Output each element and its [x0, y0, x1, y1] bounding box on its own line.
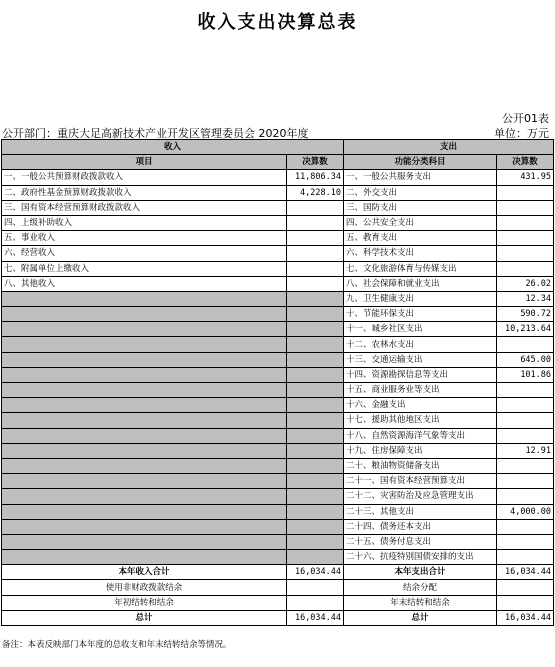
expense-item-label: 二十、粮油物资储备支出 — [344, 458, 497, 473]
expense-item-value — [497, 534, 554, 549]
income-item-value — [287, 322, 344, 337]
income-item-label — [2, 307, 287, 322]
expense-item-value: 12.34 — [497, 291, 554, 306]
income-item-label — [2, 474, 287, 489]
expense-item-label: 九、卫生健康支出 — [344, 291, 497, 306]
table-row — [2, 519, 554, 534]
income-item-value — [287, 519, 344, 534]
income-item-label: 三、国有资本经营预算财政拨款收入 — [2, 200, 287, 215]
expense-item-label: 十、节能环保支出 — [344, 307, 497, 322]
income-item-label — [2, 489, 287, 504]
table-row — [2, 200, 554, 215]
expense-section-header: 支出 — [344, 140, 554, 155]
income-item-value — [287, 307, 344, 322]
expense-amount-column-header: 决算数 — [497, 155, 554, 170]
total-row — [2, 610, 554, 625]
expense-total-label: 本年支出合计 — [344, 565, 497, 580]
income-item-value — [287, 413, 344, 428]
expense-item-value — [497, 428, 554, 443]
expense-item-value — [497, 231, 554, 246]
table-row — [2, 367, 554, 382]
income-item-value: 4,228.10 — [287, 185, 344, 200]
income-item-label — [2, 413, 287, 428]
expense-item-label: 十九、住房保障支出 — [344, 443, 497, 458]
income-item-label — [2, 322, 287, 337]
expense-item-value — [497, 200, 554, 215]
income-item-label — [2, 367, 287, 382]
income-item-value — [287, 291, 344, 306]
table-row — [2, 398, 554, 413]
expense-item-value: 26.02 — [497, 276, 554, 291]
column-header-row — [2, 155, 554, 170]
expense-item-value: 10,213.64 — [497, 322, 554, 337]
income-item-value — [287, 200, 344, 215]
income-item-label — [2, 443, 287, 458]
table-row — [2, 170, 554, 185]
total-row — [2, 595, 554, 610]
expense-item-label: 十八、自然资源海洋气象等支出 — [344, 428, 497, 443]
unit-label: 单位：万元 — [494, 127, 549, 140]
income-item-value — [287, 276, 344, 291]
income-item-label — [2, 337, 287, 352]
expense-item-value: 4,000.00 — [497, 504, 554, 519]
income-item-value — [287, 534, 344, 549]
income-amount-column-header: 决算数 — [287, 155, 344, 170]
table-row — [2, 534, 554, 549]
income-item-label — [2, 428, 287, 443]
total-row — [2, 580, 554, 595]
expense-total-value — [497, 595, 554, 610]
income-total-label: 使用非财政拨款结余 — [2, 580, 287, 595]
expense-item-label: 十三、交通运输支出 — [344, 352, 497, 367]
expense-item-label: 二十四、债务还本支出 — [344, 519, 497, 534]
expense-item-label: 四、公共安全支出 — [344, 215, 497, 230]
expense-item-value — [497, 185, 554, 200]
income-total-label: 总计 — [2, 610, 287, 625]
expense-item-label: 十五、商业服务业等支出 — [344, 383, 497, 398]
expense-item-value — [497, 215, 554, 230]
income-item-value — [287, 367, 344, 382]
table-row — [2, 261, 554, 276]
income-item-label — [2, 550, 287, 565]
income-item-label: 四、上级补助收入 — [2, 215, 287, 230]
table-row — [2, 489, 554, 504]
expense-item-value — [497, 550, 554, 565]
income-item-label — [2, 458, 287, 473]
income-item-value — [287, 261, 344, 276]
table-row — [2, 352, 554, 367]
expense-item-value: 101.86 — [497, 367, 554, 382]
budget-table — [1, 139, 554, 626]
expense-total-value — [497, 580, 554, 595]
income-item-label: 五、事业收入 — [2, 231, 287, 246]
expense-item-label: 十一、城乡社区支出 — [344, 322, 497, 337]
expense-item-label: 十六、金融支出 — [344, 398, 497, 413]
total-row — [2, 565, 554, 580]
expense-total-label: 结余分配 — [344, 580, 497, 595]
income-item-value — [287, 474, 344, 489]
expense-item-label: 十二、农林水支出 — [344, 337, 497, 352]
section-header-row — [2, 140, 554, 155]
table-row — [2, 246, 554, 261]
income-item-label — [2, 534, 287, 549]
expense-item-value: 645.00 — [497, 352, 554, 367]
expense-item-label: 十七、援助其他地区支出 — [344, 413, 497, 428]
expense-item-label: 十四、资源勘探信息等支出 — [344, 367, 497, 382]
expense-item-label: 二、外交支出 — [344, 185, 497, 200]
table-row — [2, 276, 554, 291]
income-item-value — [287, 215, 344, 230]
expense-item-value — [497, 413, 554, 428]
income-item-value — [287, 504, 344, 519]
table-row — [2, 231, 554, 246]
form-number: 公开01表 — [502, 112, 549, 125]
expense-item-label: 二十三、其他支出 — [344, 504, 497, 519]
table-row — [2, 322, 554, 337]
income-item-label: 一、一般公共预算财政拨款收入 — [2, 170, 287, 185]
income-item-label — [2, 352, 287, 367]
income-item-value — [287, 550, 344, 565]
expense-item-label: 一、一般公共服务支出 — [344, 170, 497, 185]
table-row — [2, 307, 554, 322]
income-total-value — [287, 595, 344, 610]
expense-item-value — [497, 383, 554, 398]
table-row — [2, 383, 554, 398]
expense-item-value — [497, 458, 554, 473]
income-item-value — [287, 443, 344, 458]
department-label: 公开部门：重庆大足高新技术产业开发区管理委员会 2020年度 — [2, 127, 309, 140]
income-item-value — [287, 383, 344, 398]
table-row — [2, 550, 554, 565]
item-column-header: 项目 — [2, 155, 287, 170]
income-item-value — [287, 428, 344, 443]
expense-item-value — [497, 337, 554, 352]
expense-item-value — [497, 398, 554, 413]
income-item-label — [2, 504, 287, 519]
function-item-column-header: 功能分类科目 — [344, 155, 497, 170]
income-total-value: 16,034.44 — [287, 610, 344, 625]
table-row — [2, 443, 554, 458]
income-item-label — [2, 519, 287, 534]
expense-item-label: 二十二、灾害防治及应急管理支出 — [344, 489, 497, 504]
expense-item-label: 六、科学技术支出 — [344, 246, 497, 261]
income-item-label — [2, 383, 287, 398]
income-item-value — [287, 337, 344, 352]
expense-item-label: 二十一、国有资本经营预算支出 — [344, 474, 497, 489]
expense-item-value: 431.95 — [497, 170, 554, 185]
table-row — [2, 215, 554, 230]
income-item-value — [287, 231, 344, 246]
expense-total-label: 年末结转和结余 — [344, 595, 497, 610]
expense-total-label: 总计 — [344, 610, 497, 625]
income-section-header: 收入 — [2, 140, 344, 155]
table-row — [2, 185, 554, 200]
expense-item-label: 二十五、债务付息支出 — [344, 534, 497, 549]
table-row — [2, 474, 554, 489]
income-item-label: 六、经营收入 — [2, 246, 287, 261]
income-item-label — [2, 291, 287, 306]
expense-item-value — [497, 519, 554, 534]
footnote: 备注：本表反映部门本年度的总收支和年末结转结余等情况。 — [2, 640, 232, 650]
table-row — [2, 337, 554, 352]
income-item-value — [287, 352, 344, 367]
table-row — [2, 413, 554, 428]
income-total-label: 本年收入合计 — [2, 565, 287, 580]
income-total-value: 16,034.44 — [287, 565, 344, 580]
expense-item-label: 二十六、抗疫特别国债安排的支出 — [344, 550, 497, 565]
expense-item-value: 12.91 — [497, 443, 554, 458]
expense-item-value — [497, 246, 554, 261]
expense-item-value — [497, 474, 554, 489]
income-item-value — [287, 458, 344, 473]
income-item-value — [287, 398, 344, 413]
income-item-value: 11,806.34 — [287, 170, 344, 185]
income-item-value — [287, 489, 344, 504]
income-total-value — [287, 580, 344, 595]
income-item-value — [287, 246, 344, 261]
expense-item-label: 八、社会保障和就业支出 — [344, 276, 497, 291]
table-row — [2, 428, 554, 443]
income-item-label: 八、其他收入 — [2, 276, 287, 291]
expense-item-label: 三、国防支出 — [344, 200, 497, 215]
expense-total-value: 16,034.44 — [497, 565, 554, 580]
expense-item-label: 七、文化旅游体育与传媒支出 — [344, 261, 497, 276]
expense-item-value — [497, 489, 554, 504]
income-total-label: 年初结转和结余 — [2, 595, 287, 610]
table-row — [2, 458, 554, 473]
report-title: 收入支出决算总表 — [197, 12, 358, 33]
table-row — [2, 291, 554, 306]
table-row — [2, 504, 554, 519]
income-item-label: 七、附属单位上缴收入 — [2, 261, 287, 276]
expense-item-value — [497, 261, 554, 276]
expense-item-label: 五、教育支出 — [344, 231, 497, 246]
income-item-label — [2, 398, 287, 413]
income-item-label: 二、政府性基金预算财政拨款收入 — [2, 185, 287, 200]
expense-item-value: 590.72 — [497, 307, 554, 322]
expense-total-value: 16,034.44 — [497, 610, 554, 625]
